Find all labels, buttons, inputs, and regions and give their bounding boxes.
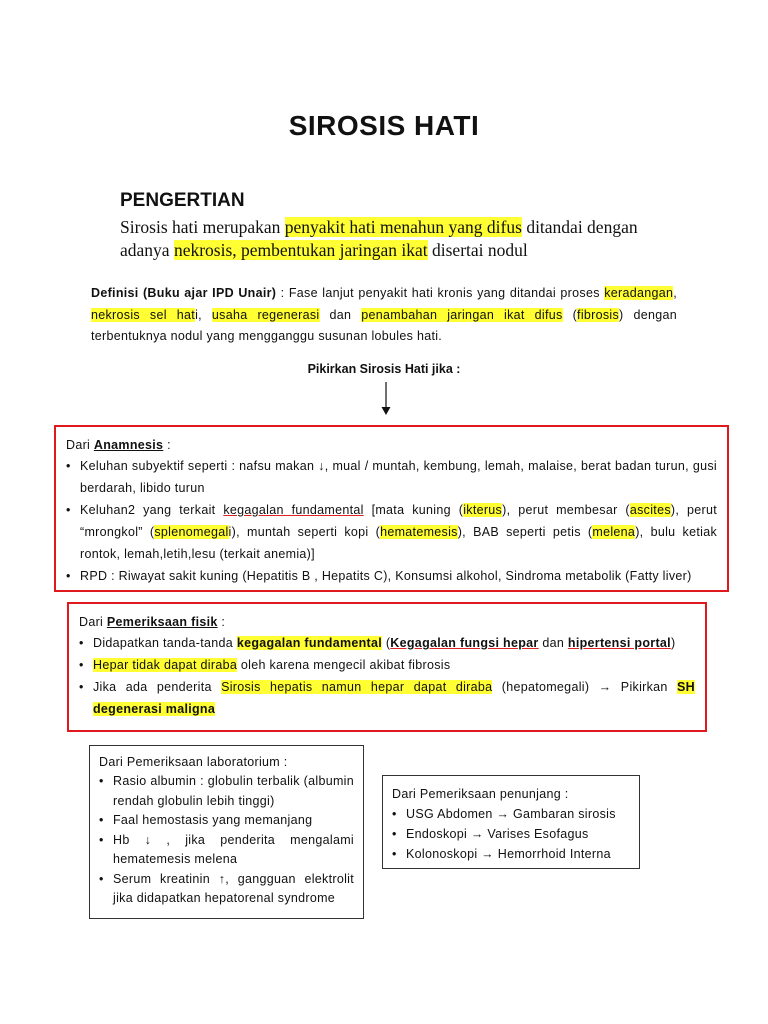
- pengertian-heading: PENGERTIAN: [120, 190, 245, 211]
- list-item: [99, 831, 354, 870]
- highlight-text: kegagalan fundamental: [236, 636, 383, 650]
- fisik-title: [79, 612, 695, 632]
- text-span: ), perut “mrongkol” (: [80, 503, 717, 539]
- text-span: Didapatkan tanda-tanda: [93, 636, 237, 650]
- pengertian-text-part: ditandai dengan adanya: [120, 217, 638, 260]
- highlight-text: Hepar tidak dapat diraba: [93, 658, 238, 672]
- text-span: oleh karena mengecil akibat fibrosis: [237, 658, 451, 672]
- anamnesis-title: [66, 435, 717, 455]
- highlight-text: penambahan jaringan ikat difus: [361, 307, 563, 322]
- list-item: [79, 632, 695, 654]
- text-span: i), muntah seperti kopi (: [228, 525, 381, 539]
- text-span: [mata kuning (: [363, 503, 464, 517]
- pemeriksaan-fisik-box: [67, 602, 707, 732]
- underlined-text: Kegagalan fungsi hepar: [390, 636, 539, 650]
- text-span: i,: [195, 307, 212, 322]
- text-span: Jika ada penderita: [93, 680, 222, 694]
- pengertian-text: [120, 216, 680, 262]
- list-item: [79, 654, 695, 676]
- arrow-up-icon: ↑: [218, 871, 226, 886]
- fisik-list: [79, 632, 695, 720]
- text-span: dan: [538, 636, 568, 650]
- laboratorium-box: [89, 745, 364, 919]
- highlight-text: Sirosis hepatis namun hepar dapat diraba: [221, 680, 493, 694]
- text-span: :: [163, 438, 171, 452]
- highlight-text: usaha regenerasi: [211, 307, 320, 322]
- highlight-text: ikterus: [463, 503, 503, 517]
- list-item: • RPD : Riwayat sakit kuning (Hepatitis B , Hepatits C), Konsumsi alkohol, Sindroma metabolik (Fatty liver): [66, 565, 717, 587]
- text-span: , mual / muntah, kembung, lemah, malaise, berat badan turun, gusi berdarah, libido turun: [80, 459, 717, 495]
- pengertian-text-part: disertai nodul: [427, 240, 528, 260]
- highlight-text: nekrosis, pembentukan jaringan ikat: [173, 240, 428, 260]
- list-item: [66, 499, 717, 565]
- highlight-text: hematemesis: [380, 525, 458, 539]
- text-span: (: [382, 636, 391, 650]
- fisik-label: Pemeriksaan fisik: [106, 615, 218, 629]
- highlight-text: fibrosis: [577, 307, 620, 322]
- list-item: • USG Abdomen → Gambaran sirosis: [392, 804, 630, 824]
- list-item: • Endoskopi → Varises Esofagus: [392, 824, 630, 844]
- text-span: :: [217, 615, 226, 629]
- pengertian-text-part: Sirosis hati merupakan: [120, 217, 285, 237]
- text-span: ,: [673, 286, 677, 300]
- lab-list: [99, 772, 354, 909]
- text-span: dan: [319, 307, 362, 322]
- highlight-text: melena: [592, 525, 636, 539]
- list-item: [66, 455, 717, 499]
- text-span: , gangguan elektrolit jika didapatkan hepatorenal syndrome: [113, 871, 354, 905]
- page-title: SIROSIS HATI: [288, 110, 480, 141]
- anamnesis-box: [54, 425, 729, 592]
- arrow-down-icon: [379, 382, 393, 416]
- list-item: • Kolonoskopi → Hemorrhoid Interna: [392, 844, 630, 864]
- arrow-down-icon: ↓: [144, 832, 152, 847]
- arrow-down-icon: ↓: [318, 459, 325, 473]
- text-span: (hepatomegali) → Pikirkan: [492, 680, 678, 694]
- underlined-text: kegagalan fundamental: [223, 503, 364, 517]
- text-span: ), perut membesar (: [502, 503, 630, 517]
- penunjang-title: Dari Pemeriksaan penunjang :: [392, 787, 569, 801]
- text-span: Keluhan2 yang terkait: [80, 503, 224, 517]
- text-span: Hb: [113, 832, 145, 847]
- list-item: [79, 676, 695, 720]
- highlight-text: SH degenerasi maligna: [93, 680, 695, 716]
- list-item: [99, 870, 354, 909]
- definisi-label: Definisi (Buku ajar IPD Unair): [91, 286, 277, 300]
- text-span: (: [562, 307, 578, 322]
- text-span: : Fase lanjut penyakit hati kronis yang ditandai proses: [276, 286, 605, 300]
- text-span: Dari: [66, 438, 94, 452]
- anamnesis-label: Anamnesis: [93, 438, 164, 452]
- text-span: ), BAB seperti petis (: [457, 525, 593, 539]
- text-span: ): [670, 636, 676, 650]
- definisi-paragraph: [91, 283, 677, 348]
- highlight-text: splenomegal: [154, 525, 229, 539]
- text-span: Dari: [79, 615, 107, 629]
- penunjang-list: [392, 804, 630, 864]
- penunjang-box: [382, 775, 640, 869]
- highlight-text: ascites: [629, 503, 671, 517]
- pikirkan-heading: Pikirkan Sirosis Hati jika :: [307, 362, 461, 376]
- text-span: ), bulu ketiak rontok, lemah,letih,lesu (terkait anemia)]: [80, 525, 717, 561]
- text-span: ) dengan terbentuknya nodul yang mengganggu susunan lobules hati.: [91, 307, 677, 343]
- highlight-text: penyakit hati menahun yang difus: [284, 217, 522, 237]
- text-span: , jika penderita mengalami hematemesis melena: [113, 832, 354, 866]
- highlight-text: nekrosis sel hat: [91, 307, 196, 322]
- anamnesis-list: [66, 455, 717, 587]
- highlight-text: keradangan: [604, 286, 674, 300]
- text-span: Serum kreatinin: [113, 871, 219, 886]
- list-item: • Faal hemostasis yang memanjang: [99, 811, 354, 831]
- lab-title: Dari Pemeriksaan laboratorium :: [99, 755, 288, 769]
- underlined-text: hipertensi portal: [567, 636, 671, 650]
- text-span: Keluhan subyektif seperti : nafsu makan: [80, 459, 319, 473]
- list-item: • Rasio albumin : globulin terbalik (albumin rendah globulin lebih tinggi): [99, 772, 354, 811]
